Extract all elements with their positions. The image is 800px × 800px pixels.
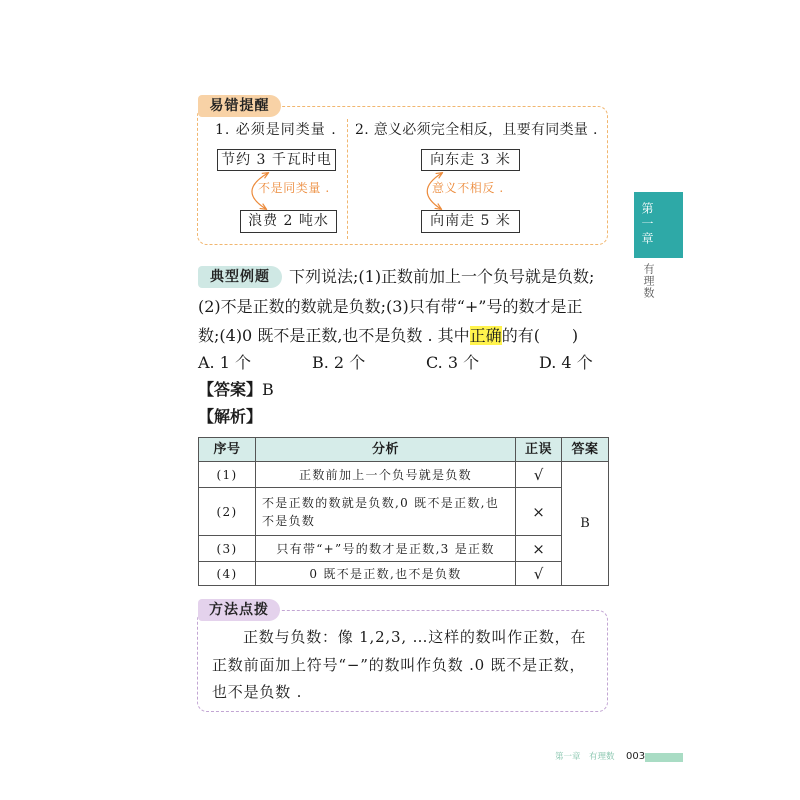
question-line-3-end: 的有( ) [501, 326, 579, 345]
answer-line [198, 380, 274, 400]
header-answer: 答案 [562, 438, 609, 462]
option-a: A. 1 个 [198, 353, 251, 372]
table-row [199, 536, 609, 562]
page-number: 003 [626, 751, 646, 762]
row-judgement: √ [516, 462, 562, 488]
chapter-tab-label: 第一章 [640, 202, 654, 247]
row-analysis: 只有带“+”号的数才是正数,3 是正数 [256, 536, 516, 562]
header-analysis: 分析 [256, 438, 516, 462]
chapter-tab [634, 192, 683, 258]
table-row [199, 462, 609, 488]
question-line-3-start: 数;(4)0 既不是正数,也不是负数 . 其中 [198, 326, 470, 345]
table-row [199, 562, 609, 586]
row-analysis: 不是正数的数就是负数,0 既不是正数,也不是负数 [256, 488, 516, 536]
row-judgement: √ [516, 562, 562, 586]
row-analysis: 0 既不是正数,也不是负数 [256, 562, 516, 586]
answer-label: 【答案】 [198, 380, 263, 399]
row-judgement: × [516, 488, 562, 536]
example-badge: 典型例题 [198, 266, 282, 288]
chapter-tab-subtitle: 有理数 [642, 263, 655, 299]
answer-value: B [262, 380, 274, 399]
row-number: (3) [199, 536, 256, 562]
table-row [199, 488, 609, 536]
left-top-box: 节约 3 千瓦时电 [217, 149, 336, 171]
right-bottom-box: 向南走 5 米 [421, 210, 520, 233]
footer-chapter: 第一章 有理数 [555, 752, 615, 762]
method-badge: 方法点拨 [198, 599, 280, 621]
option-b: B. 2 个 [312, 353, 366, 372]
option-c: C. 3 个 [426, 353, 480, 372]
option-d: D. 4 个 [539, 353, 593, 372]
analysis-label: 【解析】 [198, 407, 263, 426]
header-number: 序号 [199, 438, 256, 462]
row-number: (1) [199, 462, 256, 488]
error-reminder-badge: 易错提醒 [198, 95, 281, 117]
right-top-box: 向东走 3 米 [421, 149, 520, 171]
left-bottom-box: 浪费 2 吨水 [240, 210, 337, 233]
row-number: (4) [199, 562, 256, 586]
row-number: (2) [199, 488, 256, 536]
reminder-point-2: 2. 意义必须完全相反，且要有同类量 . [355, 122, 598, 138]
analysis-table [198, 437, 609, 586]
question-line-3 [198, 326, 578, 346]
method-line-3: 也不是负数 . [212, 683, 303, 701]
table-answer: B [562, 462, 609, 586]
left-note: 不是同类量 . [258, 181, 330, 195]
header-judgement: 正误 [516, 438, 562, 462]
right-note: 意义不相反 . [432, 181, 504, 195]
highlighted-word: 正确 [469, 326, 502, 345]
row-analysis: 正数前加上一个负号就是负数 [256, 462, 516, 488]
method-line-1: 正数与负数：像 1,2,3, …这样的数叫作正数，在 [243, 628, 587, 646]
reminder-point-1: 1. 必须是同类量 . [215, 122, 337, 138]
table-header-row [199, 438, 609, 462]
footer-bar [645, 753, 683, 762]
question-line-1: 下列说法;(1)正数前加上一个负号就是负数; [289, 267, 595, 286]
row-judgement: × [516, 536, 562, 562]
question-line-2: (2)不是正数的数就是负数;(3)只有带“+”号的数才是正 [198, 297, 583, 316]
method-line-2: 正数前面加上符号“−”的数叫作负数 .0 既不是正数， [212, 656, 586, 674]
